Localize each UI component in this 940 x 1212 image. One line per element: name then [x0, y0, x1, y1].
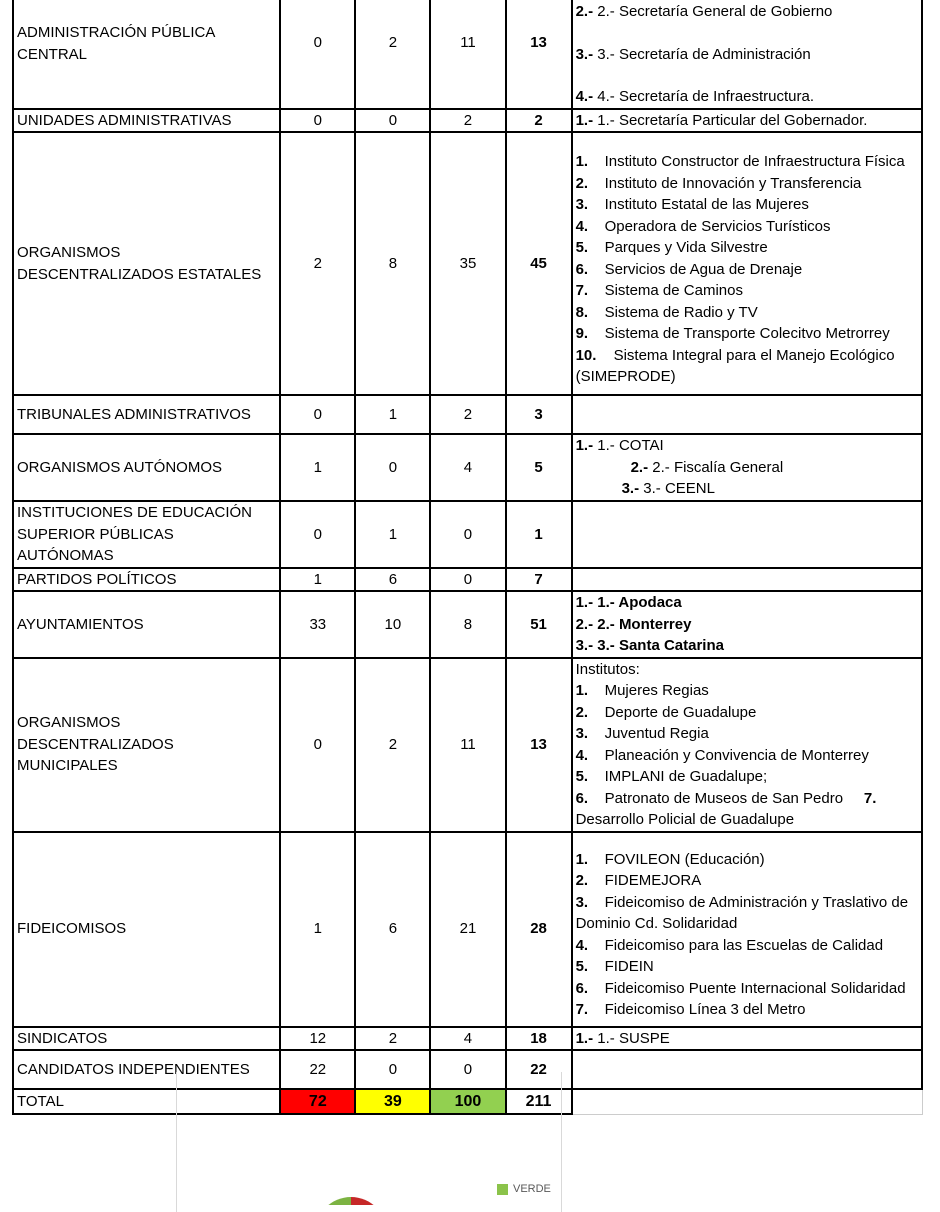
list-item: 10. Sistema Integral para el Manejo Ecológico — [575, 346, 895, 364]
list-item: 2. Instituto de Innovación y Transferencia — [575, 174, 862, 192]
count-yellow: 2 — [355, 1027, 430, 1051]
count-green: 11 — [430, 0, 505, 109]
count-yellow: 6 — [355, 568, 430, 592]
total-blank-cell — [572, 1089, 922, 1114]
category-cell: TRIBUNALES ADMINISTRATIVOS — [13, 395, 280, 434]
count-red: 1 — [280, 568, 355, 592]
count-total: 22 — [506, 1050, 572, 1089]
list-item: 7. Sistema de Caminos — [575, 282, 743, 300]
category-cell: PARTIDOS POLÍTICOS — [13, 568, 280, 592]
count-red: 0 — [280, 658, 355, 832]
list-item: 1.- 1.- SUSPE — [575, 1029, 670, 1047]
count-red: 12 — [280, 1027, 355, 1051]
list-item: 6. Fideicomiso Puente Internacional Solidaridad — [575, 979, 906, 997]
category-cell: AYUNTAMIENTOS — [13, 591, 280, 658]
count-green: 35 — [430, 132, 505, 395]
category-cell: ORGANISMOS DESCENTRALIZADOS ESTATALES — [13, 132, 280, 395]
entity-list — [572, 0, 922, 109]
total-red: 72 — [280, 1089, 355, 1114]
count-red: 22 — [280, 1050, 355, 1089]
list-item: 5. IMPLANI de Guadalupe; — [575, 768, 768, 785]
category-cell: ORGANISMOS DESCENTRALIZADOS MUNICIPALES — [13, 658, 280, 832]
count-red: 0 — [280, 109, 355, 133]
list-item: 1.- 1.- Apodaca — [575, 594, 682, 611]
list-item: 4. Planeación y Convivencia de Monterrey — [575, 746, 869, 764]
count-total: 13 — [506, 658, 572, 832]
list-item: 2. Deporte de Guadalupe — [575, 703, 757, 721]
count-green: 4 — [430, 1027, 505, 1051]
entity-list — [572, 395, 922, 434]
entity-list — [572, 568, 922, 592]
grand-total: 211 — [506, 1089, 572, 1114]
entity-list — [572, 1027, 922, 1051]
category-cell: ADMINISTRACIÓN PÚBLICA CENTRAL — [13, 0, 280, 109]
list-item: 2.- 2.- Monterrey — [575, 615, 692, 633]
list-item: 3. Instituto Estatal de las Mujeres — [575, 196, 809, 214]
category-cell: CANDIDATOS INDEPENDIENTES — [13, 1050, 280, 1089]
count-green: 11 — [430, 658, 505, 832]
total-green: 100 — [430, 1089, 505, 1114]
table-row — [13, 501, 922, 568]
count-yellow: 2 — [355, 0, 430, 109]
chart-legend — [497, 1183, 551, 1195]
legend-swatch-green — [497, 1184, 508, 1195]
table-row — [13, 832, 922, 1027]
embedded-chart — [176, 1072, 562, 1212]
list-item: 3.- 3.- Secretaría de Administración — [575, 45, 811, 63]
table-row — [13, 132, 922, 395]
count-yellow: 6 — [355, 832, 430, 1027]
list-item: 1. Mujeres Regias — [575, 682, 709, 699]
count-yellow: 10 — [355, 591, 430, 658]
count-red: 2 — [280, 132, 355, 395]
count-green: 4 — [430, 434, 505, 501]
count-green: 21 — [430, 832, 505, 1027]
count-yellow: 1 — [355, 501, 430, 568]
category-cell: SINDICATOS — [13, 1027, 280, 1051]
list-item: 1. Instituto Constructor de Infraestructura Física — [575, 153, 905, 171]
count-total: 18 — [506, 1027, 572, 1051]
list-item: 1. FOVILEON (Educación) — [575, 850, 765, 868]
count-total: 2 — [506, 109, 572, 133]
list-item: (SIMEPRODE) — [575, 368, 676, 386]
list-item: 3.- 3.- Santa Catarina — [575, 637, 724, 654]
count-red: 1 — [280, 832, 355, 1027]
list-item: 6. Servicios de Agua de Drenaje — [575, 260, 803, 278]
count-yellow: 0 — [355, 109, 430, 133]
list-item: 3. Fideicomiso de Administración y Traslativo de — [575, 893, 909, 911]
count-total: 1 — [506, 501, 572, 568]
entity-list — [572, 1050, 922, 1089]
total-yellow: 39 — [355, 1089, 430, 1114]
count-green: 2 — [430, 395, 505, 434]
list-item: 5. FIDEIN — [575, 958, 654, 975]
list-item: 2.- 2.- Secretaría General de Gobierno — [575, 3, 833, 20]
entity-list — [572, 658, 922, 832]
count-yellow: 1 — [355, 395, 430, 434]
legend-label: VERDE — [513, 1183, 551, 1195]
list-item: 4.- 4.- Secretaría de Infraestructura. — [575, 88, 815, 105]
list-item: 1.- 1.- COTAI — [575, 437, 664, 455]
count-yellow: 0 — [355, 434, 430, 501]
transparency-table — [12, 0, 923, 1115]
count-red: 0 — [280, 395, 355, 434]
list-item: 6. Patronato de Museos de San Pedro 7. — [575, 789, 877, 807]
list-item: 7. Fideicomiso Línea 3 del Metro — [575, 1001, 806, 1018]
table-row — [13, 658, 922, 832]
entity-list — [572, 109, 922, 133]
entity-list — [572, 591, 922, 658]
entity-list — [572, 434, 922, 501]
category-cell: INSTITUCIONES DE EDUCACIÓN SUPERIOR PÚBLICAS AUTÓNOMAS — [13, 501, 280, 568]
list-item: Desarrollo Policial de Guadalupe — [575, 811, 795, 828]
list-item: 2.- 2.- Fiscalía General — [630, 458, 784, 476]
count-green: 0 — [430, 568, 505, 592]
count-total: 5 — [506, 434, 572, 501]
entity-list — [572, 132, 922, 395]
count-red: 0 — [280, 0, 355, 109]
table-row — [13, 434, 922, 501]
count-green: 0 — [430, 1050, 505, 1089]
list-heading: Institutos: — [575, 660, 640, 678]
list-item: 4. Fideicomiso para las Escuelas de Calidad — [575, 936, 884, 954]
count-total: 7 — [506, 568, 572, 592]
count-total: 51 — [506, 591, 572, 658]
category-cell: UNIDADES ADMINISTRATIVAS — [13, 109, 280, 133]
count-green: 8 — [430, 591, 505, 658]
list-item: 5. Parques y Vida Silvestre — [575, 239, 768, 257]
count-red: 0 — [280, 501, 355, 568]
count-yellow: 8 — [355, 132, 430, 395]
table-row — [13, 591, 922, 658]
table-row — [13, 109, 922, 133]
list-item: 1.- 1.- Secretaría Particular del Gobernador. — [575, 111, 868, 129]
table-row — [13, 395, 922, 434]
count-total: 45 — [506, 132, 572, 395]
list-item: 2. FIDEMEJORA — [575, 872, 702, 889]
count-total: 3 — [506, 395, 572, 434]
count-green: 0 — [430, 501, 505, 568]
count-red: 1 — [280, 434, 355, 501]
count-total: 13 — [506, 0, 572, 109]
list-item: 8. Sistema de Radio y TV — [575, 303, 758, 321]
entity-list — [572, 832, 922, 1027]
count-yellow: 2 — [355, 658, 430, 832]
list-item: 9. Sistema de Transporte Colecitvo Metrorrey — [575, 325, 890, 343]
total-label: TOTAL — [13, 1089, 280, 1114]
count-green: 2 — [430, 109, 505, 133]
count-red: 33 — [280, 591, 355, 658]
table-row — [13, 1027, 922, 1051]
category-cell: FIDEICOMISOS — [13, 832, 280, 1027]
list-item: 3. Juventud Regia — [575, 725, 709, 742]
list-item: Dominio Cd. Solidaridad — [575, 915, 738, 932]
pie-chart-edge — [315, 1197, 387, 1205]
count-total: 28 — [506, 832, 572, 1027]
table-row — [13, 0, 922, 109]
count-yellow: 0 — [355, 1050, 430, 1089]
list-item: 4. Operadora de Servicios Turísticos — [575, 217, 831, 235]
category-cell: ORGANISMOS AUTÓNOMOS — [13, 434, 280, 501]
table-row — [13, 568, 922, 592]
entity-list — [572, 501, 922, 568]
list-item: 3.- 3.- CEENL — [621, 480, 715, 498]
